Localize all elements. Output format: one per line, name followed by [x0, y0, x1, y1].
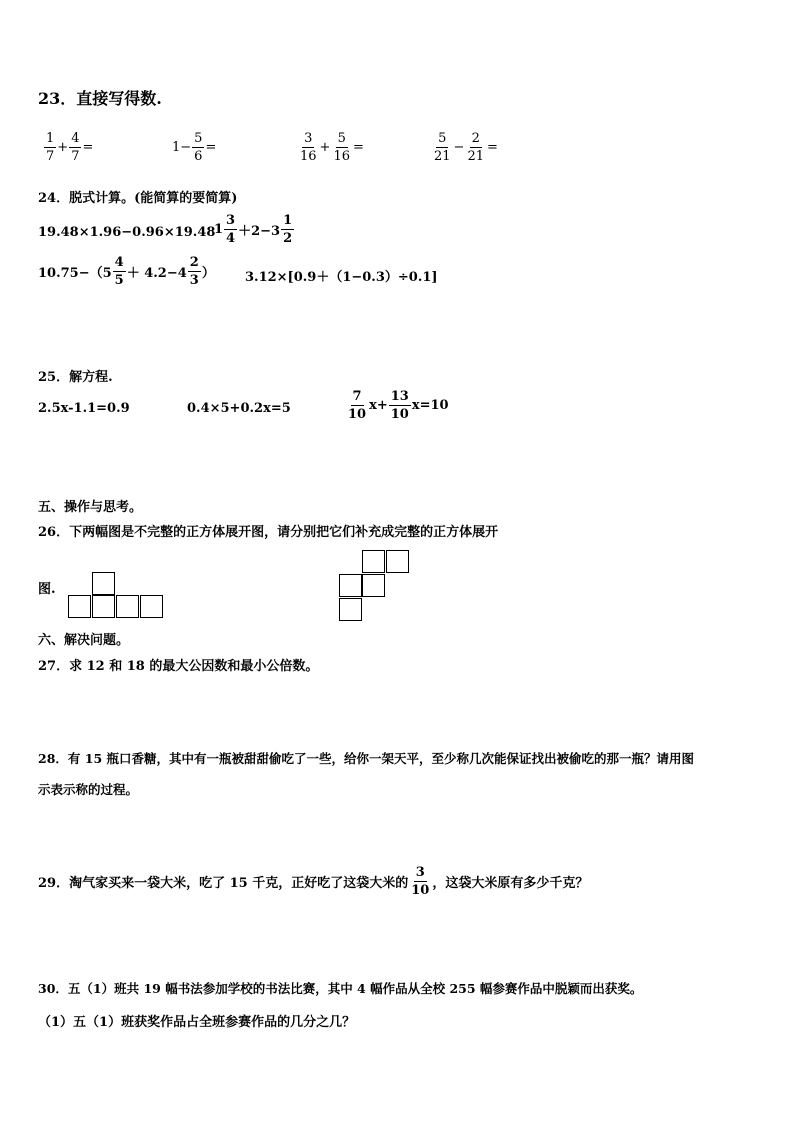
- section-6-heading: 六、解决问题。: [38, 633, 130, 648]
- q25-eq-2: 0.4×5+0.2x=5: [187, 401, 291, 416]
- net-square: [92, 572, 115, 595]
- net-square: [386, 550, 409, 573]
- q30-sub-1: （1）五（1）班获奖作品占全班参赛作品的几分之几？: [38, 1015, 356, 1030]
- net-square: [362, 550, 385, 573]
- q28-line-2: 示表示称的过程。: [38, 782, 139, 797]
- net-square: [362, 574, 385, 597]
- fraction: $\frac{1}{7}$: [46, 131, 55, 164]
- fraction: $\frac{7}{10}$: [348, 389, 367, 422]
- fraction: $\frac{3}{16}$: [300, 131, 317, 164]
- fraction: $\frac{3}{4}$: [226, 213, 236, 246]
- q24-expr-4: 3.12×[0.9＋（1−0.3）÷0.1]: [245, 270, 438, 285]
- net-square: [339, 574, 362, 597]
- q26-title-cont: 图.: [38, 582, 56, 597]
- q24-expr-2: 1 $\frac{3}{4}$ ＋2−3 $\frac{1}{2}$: [214, 213, 293, 246]
- q23-title: 23．直接写得数.: [38, 89, 162, 108]
- net-square: [140, 595, 163, 618]
- fraction: $\frac{4}{5}$: [114, 255, 124, 288]
- net-square: [68, 595, 91, 618]
- q23-item-1: $\frac{1}{7}$ + $\frac{4}{7}$ =: [46, 131, 94, 164]
- q25-eq-1: 2.5x-1.1=0.9: [38, 401, 130, 416]
- q28-line-1: 28．有 15 瓶口香糖，其中有一瓶被甜甜偷吃了一些，给你一架天平，至少称几次能保证找出被偷吃的那一瓶？请用图: [38, 751, 694, 766]
- net-square: [116, 595, 139, 618]
- fraction: $\frac{2}{3}$: [189, 255, 199, 288]
- net-square: [92, 595, 115, 618]
- q27-text: 27．求 12 和 18 的最大公因数和最小公倍数。: [38, 659, 319, 674]
- q29-text: 29．淘气家买来一袋大米，吃了 15 千克，正好吃了这袋大米的 $\frac{3}{10}$ ，这袋大米原有多少千克？: [38, 865, 589, 898]
- fraction: $\frac{3}{10}$: [411, 865, 430, 898]
- fraction: $\frac{5}{21}$: [434, 131, 451, 164]
- q25-eq-3: $\frac{7}{10}$ x+ $\frac{13}{10}$ x=10: [348, 389, 449, 422]
- fraction: $\frac{4}{7}$: [71, 131, 80, 164]
- q23-item-3: $\frac{3}{16}$ + $\frac{5}{16}$ =: [300, 131, 364, 164]
- q30-line-1: 30．五（1）班共 19 幅书法参加学校的书法比赛，其中 4 幅作品从全校 255 幅参赛作品中脱颖而出获奖。: [38, 981, 643, 996]
- q25-title: 25．解方程.: [38, 370, 113, 385]
- fraction: $\frac{5}{6}$: [194, 131, 203, 164]
- fraction: $\frac{1}{2}$: [283, 213, 293, 246]
- net-square: [339, 598, 362, 621]
- section-5-heading: 五、操作与思考。: [38, 500, 143, 515]
- fraction: $\frac{5}{16}$: [333, 131, 350, 164]
- fraction: $\frac{13}{10}$: [390, 389, 409, 422]
- q24-expr-1: 19.48×1.96−0.96×19.48: [38, 225, 216, 240]
- fraction: $\frac{2}{21}$: [467, 131, 484, 164]
- q24-expr-3: 10.75−（5 $\frac{4}{5}$ ＋ 4.2−4 $\frac{2}{3}$ ）: [38, 255, 215, 288]
- q26-title: 26．下两幅图是不完整的正方体展开图，请分别把它们补充成完整的正方体展开: [38, 525, 499, 540]
- q23-item-2: 1− $\frac{5}{6}$ =: [172, 131, 217, 164]
- q24-title: 24．脱式计算。(能简算的要简算): [38, 191, 238, 206]
- q23-item-4: $\frac{5}{21}$ − $\frac{2}{21}$ =: [434, 131, 498, 164]
